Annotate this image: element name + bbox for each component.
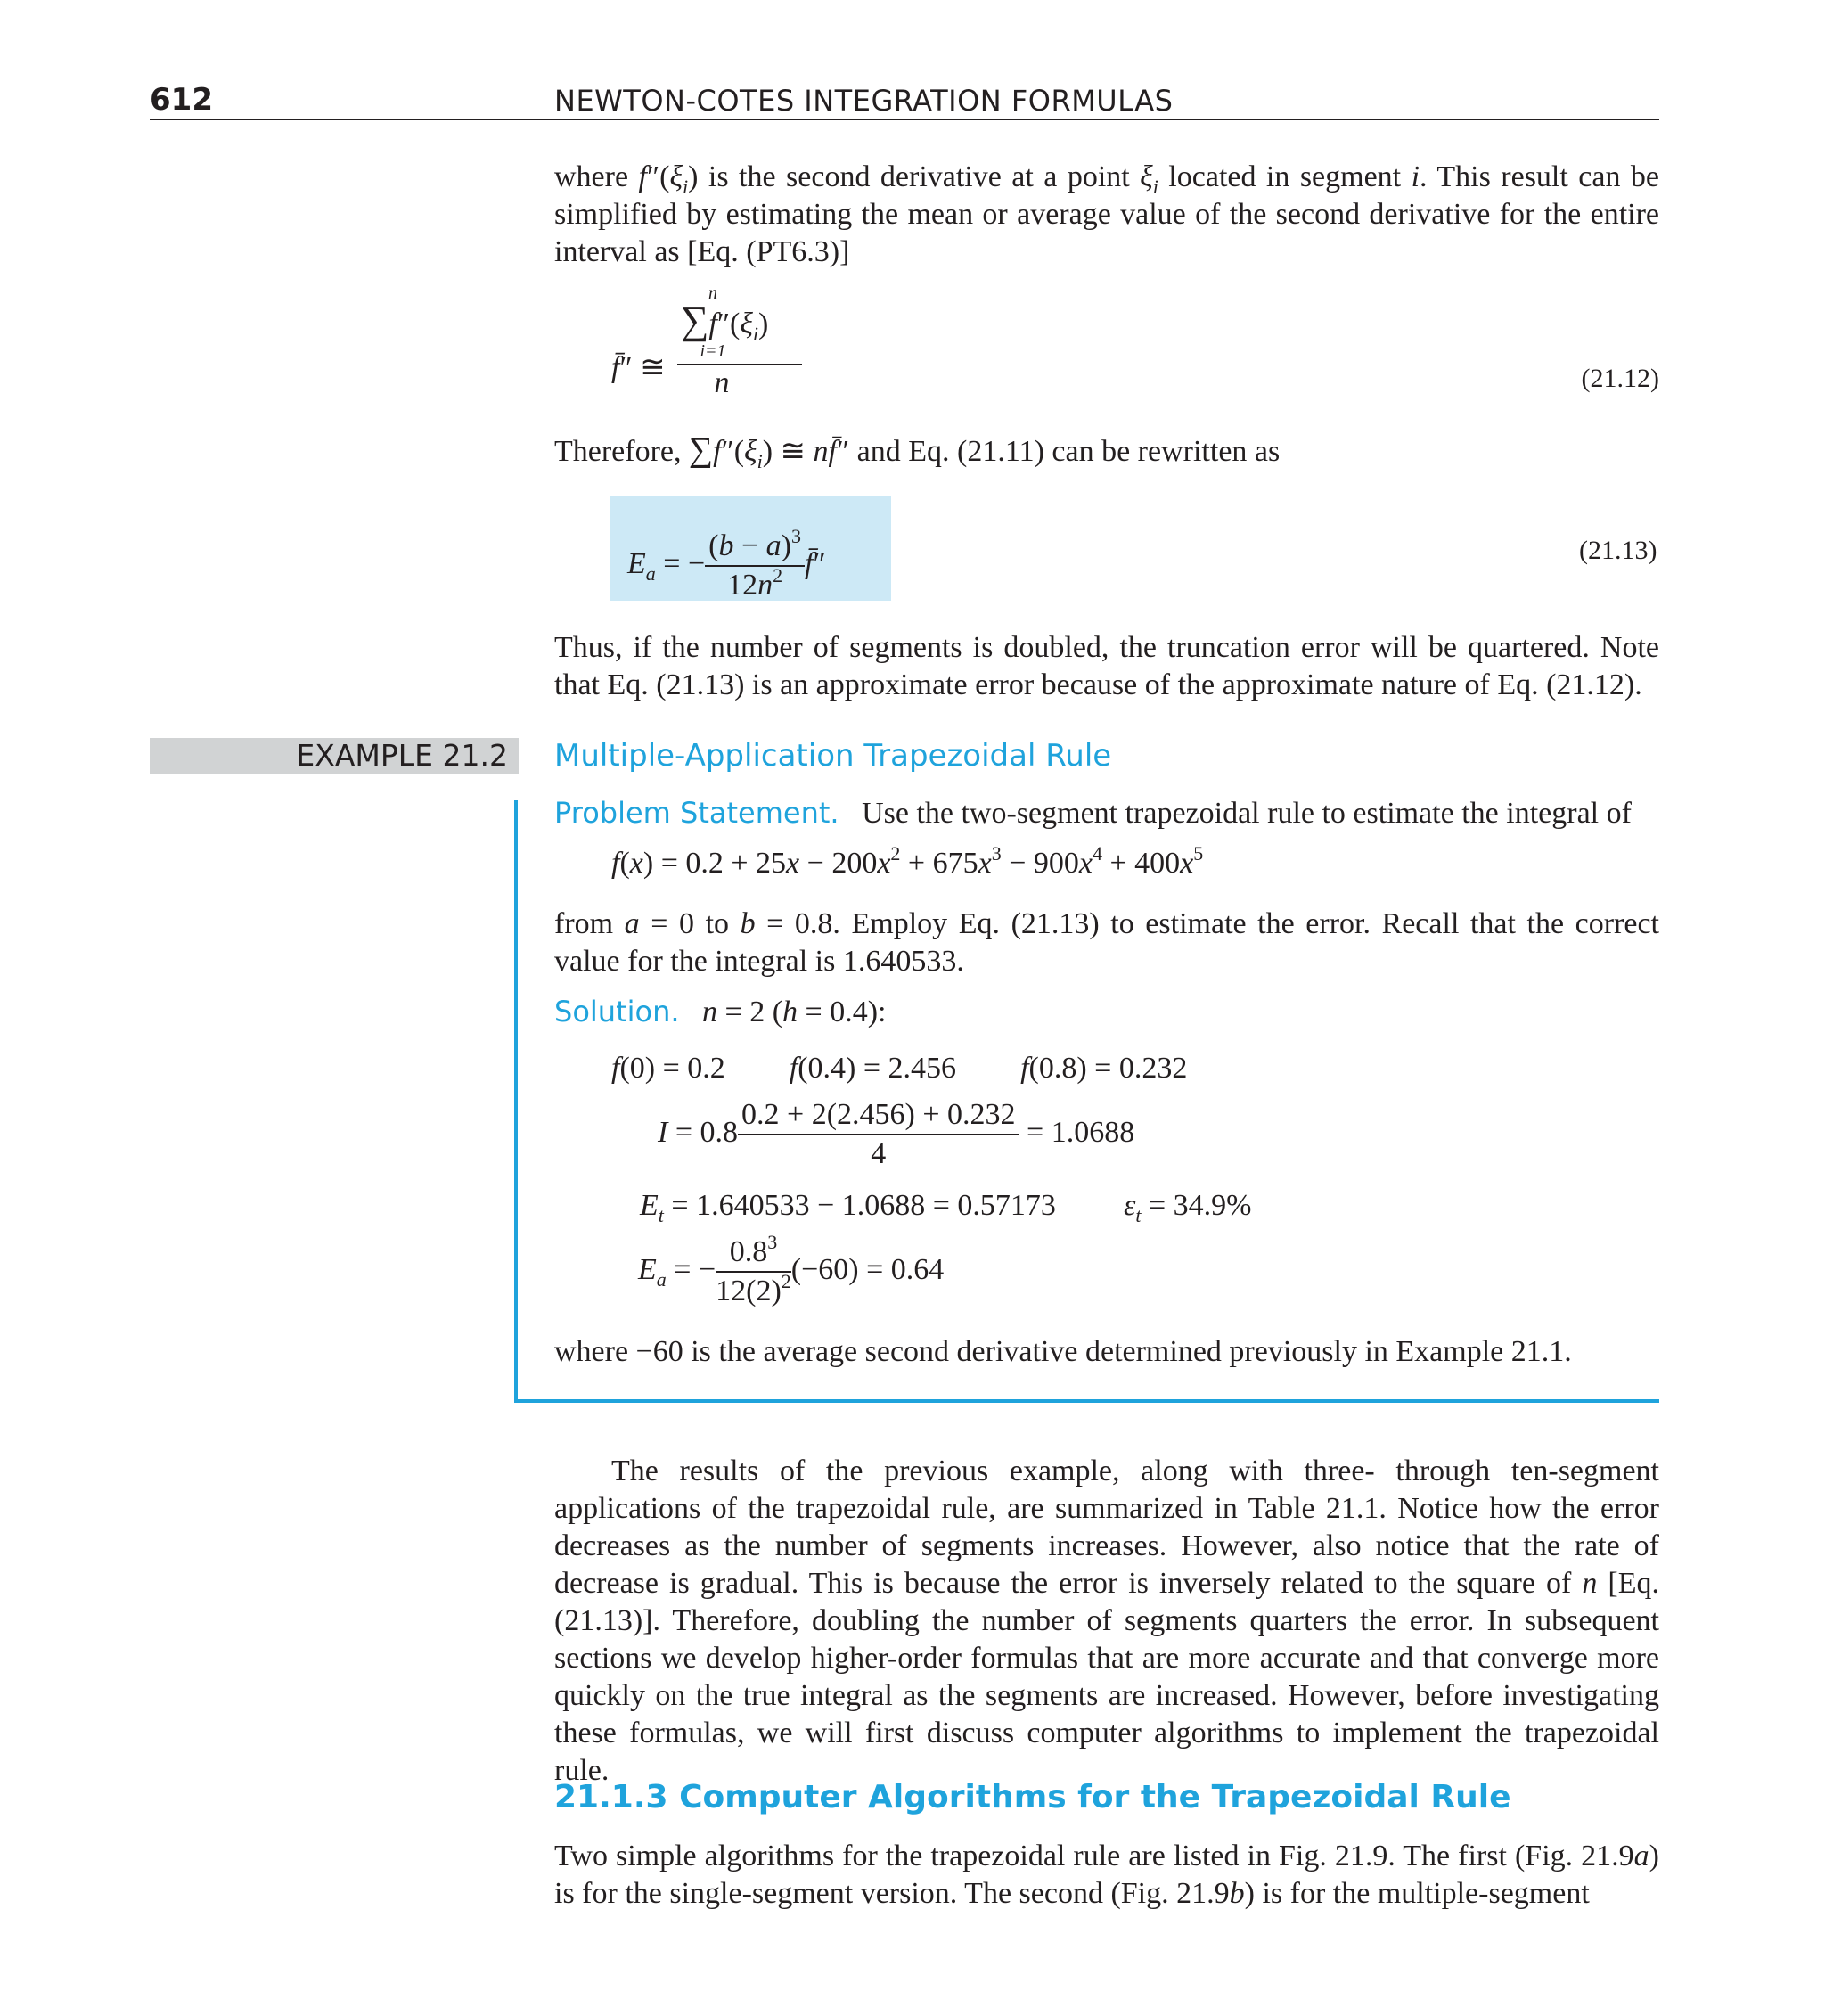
equation-21-13-box [610,496,891,601]
approximate-error-equation: $E_a$ = − $\frac{0.8^3}{12(2)^2}$ (−60) = 0.64 [638,1231,945,1307]
fraction-mean: n $\sum f''(\xi_i)$ i=1 n [677,283,784,401]
header-rule [150,119,1659,120]
paragraph-results-summary: The results of the previous example, along with three- through ten-segment applications of the trapezoidal rule, are summarized in Table 21.1. Notice how the error decreases as the number of segments increases. However, also notice that the rate of decrease is gradual. This is because the error is inversely related to the square of n [Eq. (21.13)]. Therefore, doubling the number of segments quarters the error. In subsequent sections we develop higher-order formulas that are more accurate and that converge more quickly on the true integral as the segments are increased. However, before investigating these formulas, we will first discuss computer algorithms to implement the trapezoidal rule. [554,1455,1659,1787]
running-head: NEWTON-COTES INTEGRATION FORMULAS [554,84,1174,118]
equation-21-12 [606,283,1659,417]
integral-estimate-equation: I = 0.8 $\frac{0.2 + 2(2.456) + 0.232}{4}$ = 1.0688 [658,1098,1135,1170]
equation-number-21-13: (21.13) [1579,536,1657,565]
problem-text: Use the two-segment trapezoidal rule to estimate the integral of [862,797,1632,830]
paragraph-truncation-error: Thus, if the number of segments is doubled, the truncation error will be quartered. Note that Eq. (21.13) is an approximate error because of the approximate nature of Eq. (21.12). [554,631,1659,701]
example-horizontal-rule [514,1399,1659,1403]
function-values: f(0) = 0.2 f(0.4) = 2.456 f(0.8) = 0.232 [611,1052,1188,1085]
function-equation: $f(x) = 0.2 + 25x - 200x^2 + 675x^3 - 900x^4 + 400x^5$ [611,842,1204,880]
solution-line: Solution. n = 2 (h = 0.4): [554,995,887,1028]
therefore-line: Therefore, $\sum f''(\xi_i)$ ≅ nf̄″ and Eq. (21.11) can be rewritten as [554,431,1281,472]
example-label: EXAMPLE 21.2 [296,738,508,773]
section-heading: 21.1.3 Computer Algorithms for the Trapezoidal Rule [554,1779,1511,1815]
problem-limits-paragraph: from a = 0 to b = 0.8. Employ Eq. (21.13) to estimate the error. Recall that the correct value for the integral is 1.640533. [554,907,1659,978]
problem-statement [554,794,1659,832]
paragraph-second-derivative: where $f''(\xi_i)$ is the second derivative at a point $\xi_i$ located in segment i. This result can be simplified by estimating the mean or average value of the second derivative for the entire interval as [Eq. (PT6.3)] [554,160,1659,268]
equation-21-13: $E_a$ = − $\frac{(b - a)^3}{12n^2}$ f̄″ [627,525,826,602]
solution-heading: Solution. [554,995,680,1028]
paragraph-algorithms: Two simple algorithms for the trapezoidal rule are listed in Fig. 21.9. The first (Fig. 21.9a) is for the single-segment version. The second (Fig. 21.9b) is for the multiple-segment [554,1840,1659,1910]
example-title: Multiple-Application Trapezoidal Rule [554,738,1112,774]
page-number: 612 [150,82,213,118]
fbar-lhs: f̄″ ≅ [611,351,666,384]
average-derivative-note: where −60 is the average second derivative determined previously in Example 21.1. [554,1335,1572,1368]
problem-heading: Problem Statement. [554,796,839,830]
equation-number-21-12: (21.12) [1581,364,1659,393]
true-error-equation: $E_t = 1.640533 - 1.0688 = 0.57173$ $\varepsilon_t = 34.9\%$ [640,1189,1252,1226]
example-vertical-rule [514,800,518,1403]
